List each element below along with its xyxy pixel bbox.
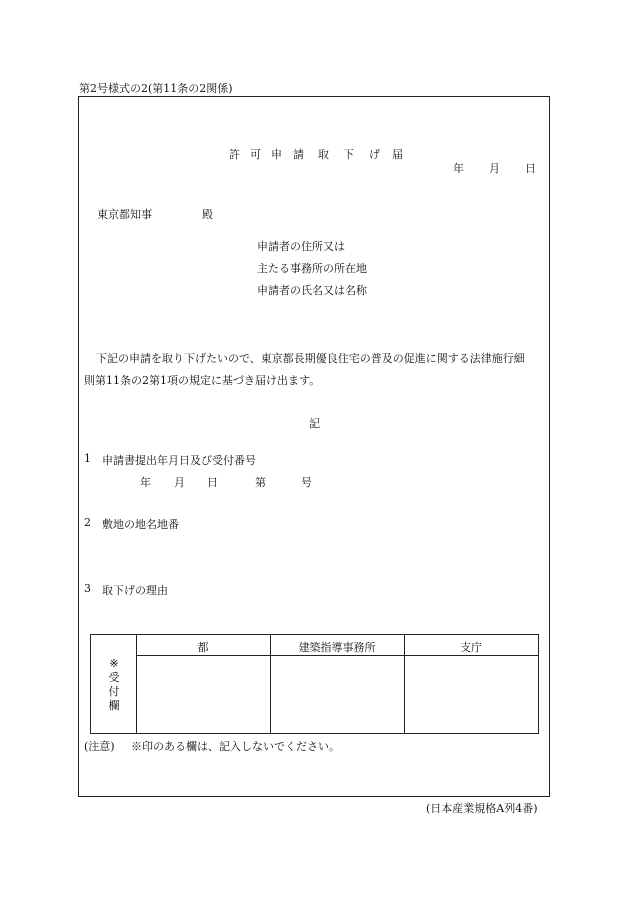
receipt-cell-to (137, 656, 270, 733)
body-line-1: 下記の申請を取り下げたいので、東京都長期優良住宅の普及の促進に関する法律施行細 (96, 352, 525, 365)
item-1-go: 号 (301, 476, 312, 489)
record-mark: 記 (309, 417, 320, 430)
item-1-dai: 第 (255, 476, 266, 489)
receipt-mark: ※ (109, 657, 119, 670)
title-char: 許 (229, 148, 240, 161)
applicant-address-label-2: 主たる事務所の所在地 (257, 262, 367, 275)
date-year: 年 (453, 162, 464, 175)
form-number: 第2号様式の2(第11条の2関係) (79, 82, 233, 95)
receipt-label-char: 受 (108, 671, 120, 684)
title-char: 届 (392, 148, 403, 161)
receipt-label-char: 付 (108, 685, 120, 698)
note-prefix: (注意) (84, 740, 115, 753)
title-char: げ (369, 148, 380, 161)
standard-note: (日本産業規格A列4番) (426, 802, 538, 815)
applicant-name-label: 申請者の氏名又は名称 (257, 284, 367, 297)
column-header-branch: 支庁 (460, 641, 482, 654)
title-char: 取 (318, 148, 329, 161)
item-1-year: 年 (140, 476, 151, 489)
item-1-month: 月 (174, 476, 185, 489)
title-char: 申 (271, 148, 282, 161)
date-month: 月 (489, 162, 500, 175)
body-line-2: 則第11条の2第1項の規定に基づき届け出ます。 (84, 374, 321, 387)
addressee-honorific: 殿 (202, 208, 213, 221)
receipt-table (90, 634, 539, 734)
applicant-address-label-1: 申請者の住所又は (257, 240, 345, 253)
item-1-number: 1 (84, 452, 91, 465)
title-char: 下 (343, 148, 354, 161)
receipt-cell-office (271, 656, 404, 733)
receipt-cell-branch (405, 656, 538, 733)
title-char: 請 (293, 148, 304, 161)
title-char: 可 (250, 148, 261, 161)
item-1-day: 日 (207, 476, 218, 489)
column-header-office: 建築指導事務所 (298, 641, 376, 654)
item-1-label: 申請書提出年月日及び受付番号 (102, 454, 256, 467)
column-header-to: 都 (197, 641, 209, 654)
addressee-name: 東京都知事 (97, 208, 152, 221)
receipt-label-char: 欄 (108, 699, 120, 712)
item-2-label: 敷地の地名地番 (102, 518, 179, 531)
item-3-label: 取下げの理由 (102, 584, 168, 597)
item-2-number: 2 (84, 516, 91, 529)
date-day: 日 (525, 162, 536, 175)
note-text: ※印のある欄は、記入しないでください。 (131, 740, 340, 753)
item-3-number: 3 (84, 582, 91, 595)
receipt-label (107, 657, 121, 713)
